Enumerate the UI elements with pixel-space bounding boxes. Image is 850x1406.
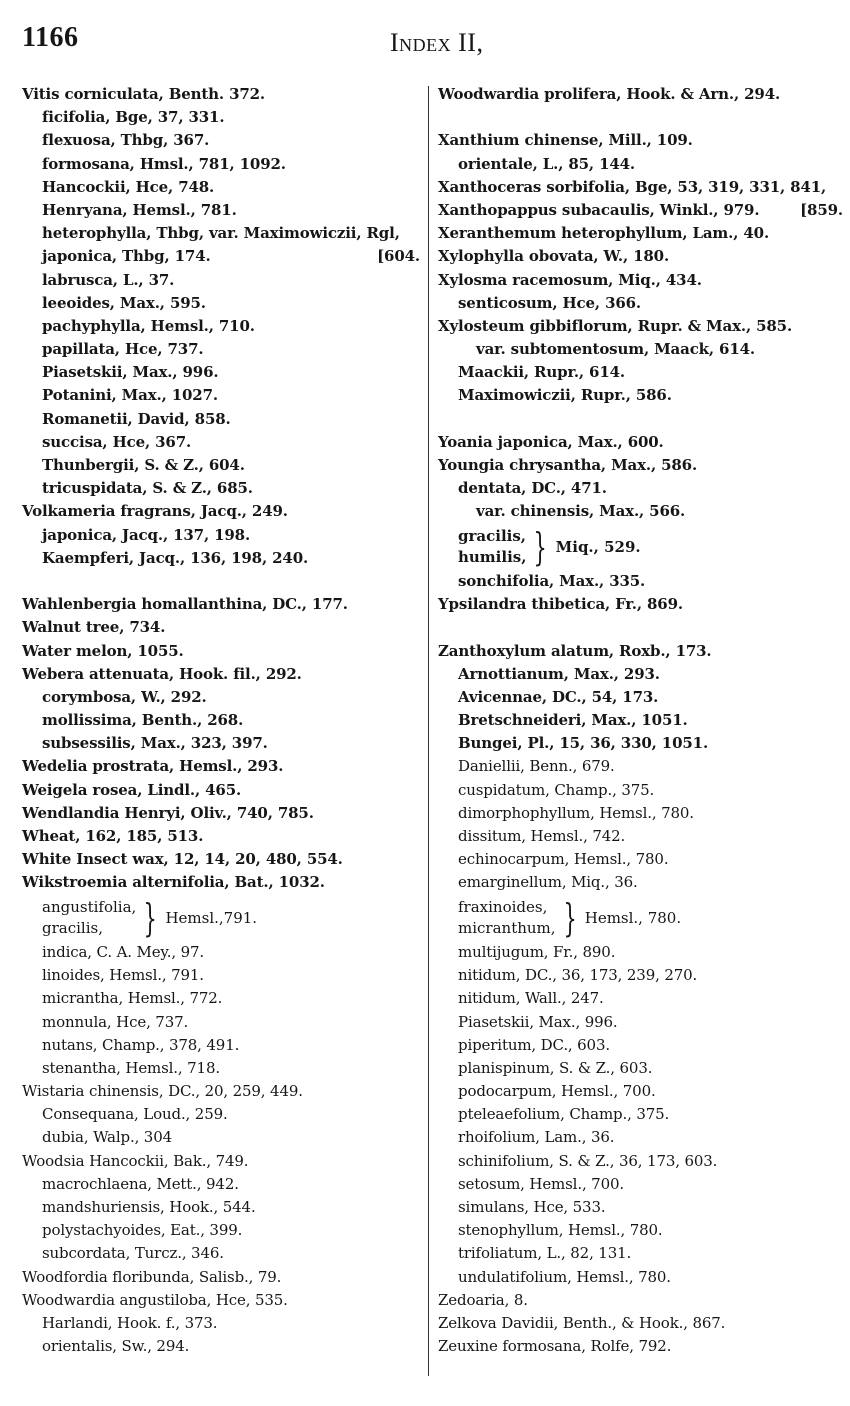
entry-text: Avicennae, DC., 54, 173.: [458, 687, 659, 706]
entry-text: papillata, Hce, 737.: [42, 340, 204, 359]
entry-text: mollissima, Benth., 268.: [42, 711, 244, 730]
index-entry: [22, 593, 420, 616]
entry-text: Xylosma racemosum, Miq., 434.: [438, 270, 702, 289]
index-entry: [22, 825, 420, 848]
index-subentry: [22, 129, 420, 152]
entry-text: corymbosa, W., 292.: [42, 687, 207, 706]
group-species-name: angustifolia,: [42, 897, 137, 916]
index-entry: [22, 1150, 420, 1173]
index-entry: [22, 83, 420, 106]
index-subentry: [22, 477, 420, 500]
index-subentry: [438, 848, 843, 871]
entry-text: dissitum, Hemsl., 742.: [458, 827, 626, 846]
index-entry: [438, 454, 843, 477]
entry-text: subsessilis, Max., 323, 397.: [42, 734, 268, 753]
entry-text: Bungei, Pl., 15, 36, 330, 1051.: [458, 734, 709, 753]
index-entry: [438, 269, 843, 292]
index-subentry: [22, 454, 420, 477]
index-entry: [22, 640, 420, 663]
entry-text: Volkameria fragrans, Jacq., 249.: [22, 502, 288, 521]
index-subentry: [438, 663, 843, 686]
index-subentry: [438, 1173, 843, 1196]
index-subentry: [22, 245, 420, 268]
entry-text: Woodwardia angustiloba, Hce, 535.: [22, 1290, 288, 1309]
index-subentry: [22, 686, 420, 709]
index-subentry: [438, 964, 843, 987]
index-subentry: [22, 1242, 420, 1265]
entry-text: Zelkova Davidii, Benth., & Hook., 867.: [438, 1313, 726, 1332]
entry-text: indica, C. A. Mey., 97.: [42, 942, 205, 961]
entry-text: Wheat, 162, 185, 513.: [22, 827, 204, 845]
index-entry: [438, 129, 843, 152]
entry-text: Piasetskii, Max., 996.: [458, 1012, 618, 1031]
index-subentry: [438, 1057, 843, 1080]
entry-text: macrochlaena, Mett., 942.: [42, 1174, 239, 1193]
index-subentry: [438, 1034, 843, 1057]
group-author-reference: Hemsl., 780.: [584, 908, 682, 927]
section-spacer: [438, 408, 843, 431]
index-entry: [22, 755, 420, 778]
index-entry: [22, 500, 420, 523]
entry-text: linoides, Hemsl., 791.: [42, 966, 204, 985]
entry-text: Webera attenuata, Hook. fil., 292.: [22, 664, 302, 683]
brace-glyph: }: [562, 895, 577, 940]
index-subentry: [22, 1126, 420, 1149]
column-divider: [428, 86, 429, 1376]
index-entry: [438, 176, 843, 199]
entry-text: Xanthoceras sorbifolia, Bge, 53, 319, 331, 841,: [438, 177, 827, 196]
index-subentry: [22, 964, 420, 987]
entry-text: leeoides, Max., 595.: [42, 293, 206, 312]
index-subentry: [438, 825, 843, 848]
index-subentry: [438, 1103, 843, 1126]
group-author-reference: Miq., 529.: [555, 537, 641, 556]
index-subentry: [22, 361, 420, 384]
entry-text: undulatifolium, Hemsl., 780.: [458, 1267, 671, 1286]
index-subentry: [438, 779, 843, 802]
entry-text: pachyphylla, Hemsl., 710.: [42, 316, 255, 335]
entry-text: simulans, Hce, 533.: [458, 1198, 606, 1217]
index-subentry: [438, 755, 843, 778]
index-column-left: [22, 83, 420, 1358]
entry-text: multijugum, Fr., 890.: [458, 942, 616, 961]
index-entry: [438, 1335, 843, 1358]
entry-text: piperitum, DC., 603.: [458, 1035, 610, 1054]
entry-text: micrantha, Hemsl., 772.: [42, 989, 223, 1008]
index-entry: [22, 1266, 420, 1289]
index-subentry: [438, 1150, 843, 1173]
index-subentry: [438, 384, 843, 407]
entry-text: Piasetskii, Max., 996.: [42, 363, 219, 382]
index-entry-group: [22, 895, 420, 941]
entry-text: Water melon, 1055.: [22, 641, 184, 660]
entry-text: emarginellum, Miq., 36.: [458, 873, 638, 892]
entry-text: stenophyllum, Hemsl., 780.: [458, 1221, 663, 1240]
index-subentry: [22, 547, 420, 570]
index-entry: [22, 663, 420, 686]
entry-text: japonica, Thbg, 174.: [42, 247, 211, 266]
entry-text: dubia, Walp., 304: [42, 1128, 172, 1147]
entry-text: tricuspidata, S. & Z., 685.: [42, 479, 253, 498]
entry-text: Arnottianum, Max., 293.: [458, 664, 660, 683]
brace-glyph: }: [533, 524, 548, 569]
entry-text: podocarpum, Hemsl., 700.: [458, 1082, 656, 1101]
entry-text: Zedoaria, 8.: [438, 1290, 528, 1309]
index-subentry: [438, 361, 843, 384]
index-subentry: [438, 1219, 843, 1242]
index-entry: [22, 848, 420, 871]
entry-text: cuspidatum, Champ., 375.: [458, 780, 655, 799]
entry-text: Vitis corniculata, Benth. 372.: [22, 85, 266, 103]
index-entry: [438, 640, 843, 663]
entry-text: Zeuxine formosana, Rolfe, 792.: [438, 1337, 672, 1356]
group-species-name: humilis,: [458, 547, 527, 566]
index-subentry: [438, 871, 843, 894]
index-entry: [22, 779, 420, 802]
index-subentry: [22, 1034, 420, 1057]
index-subentry: [22, 1173, 420, 1196]
index-subentry: [22, 1196, 420, 1219]
entry-text: orientalis, Sw., 294.: [42, 1337, 190, 1356]
entry-text: pteleaefolium, Champ., 375.: [458, 1105, 670, 1124]
entry-text: Yoania japonica, Max., 600.: [438, 432, 664, 451]
entry-text: rhoifolium, Lam., 36.: [458, 1128, 615, 1147]
continuation-page-ref: [859.: [800, 200, 843, 219]
index-subentry: [22, 709, 420, 732]
index-subentry: [438, 153, 843, 176]
entry-text: Woodwardia prolifera, Hook. & Arn., 294.: [438, 85, 781, 103]
entry-text: Wikstroemia alternifolia, Bat., 1032.: [22, 873, 325, 892]
entry-text: Harlandi, Hook. f., 373.: [42, 1313, 218, 1332]
entry-text: stenantha, Hemsl., 718.: [42, 1058, 220, 1077]
entry-text: nutans, Champ., 378, 491.: [42, 1035, 240, 1054]
entry-text: Xeranthemum heterophyllum, Lam., 40.: [438, 224, 770, 243]
entry-text: succisa, Hce, 367.: [42, 432, 192, 451]
entry-text: Woodfordia floribunda, Salisb., 79.: [22, 1267, 282, 1286]
entry-text: Woodsia Hancockii, Bak., 749.: [22, 1151, 249, 1170]
entry-text: Xanthopappus subacaulis, Winkl., 979.: [438, 200, 760, 219]
index-subentry: [438, 709, 843, 732]
entry-text: planispinum, S. & Z., 603.: [458, 1058, 653, 1077]
index-entry: [438, 199, 843, 222]
continuation-page-ref: [604.: [377, 247, 420, 266]
index-subentry: [438, 1011, 843, 1034]
index-subentry: [438, 500, 843, 523]
page-number: 1166: [22, 22, 79, 53]
index-entry: [22, 802, 420, 825]
entry-text: sonchifolia, Max., 335.: [458, 571, 646, 590]
entry-text: mandshuriensis, Hook., 544.: [42, 1198, 256, 1217]
index-subentry: [22, 987, 420, 1010]
index-subentry: [22, 315, 420, 338]
entry-text: orientale, L., 85, 144.: [458, 154, 636, 173]
group-author-reference: Hemsl.,791.: [165, 908, 258, 927]
index-subentry: [22, 941, 420, 964]
section-spacer: [438, 106, 843, 129]
index-entry: [438, 1312, 843, 1335]
entry-text: schinifolium, S. & Z., 36, 173, 603.: [458, 1151, 718, 1170]
entry-text: heterophylla, Thbg, var. Maximowiczii, Rgl,: [42, 224, 400, 243]
index-subentry: [438, 477, 843, 500]
index-subentry: [438, 987, 843, 1010]
index-subentry: [438, 1196, 843, 1219]
section-spacer: [438, 616, 843, 639]
entry-text: echinocarpum, Hemsl., 780.: [458, 850, 669, 869]
entry-text: Daniellii, Benn., 679.: [458, 757, 615, 776]
entry-text: Hancockii, Hce, 748.: [42, 177, 215, 196]
index-entry: [438, 245, 843, 268]
entry-text: Bretschneideri, Max., 1051.: [458, 711, 688, 730]
entry-text: nitidum, DC., 36, 173, 239, 270.: [458, 966, 698, 985]
entry-text: Maximowiczii, Rupr., 586.: [458, 386, 672, 405]
entry-text: subcordata, Turcz., 346.: [42, 1244, 224, 1263]
entry-text: var. subtomentosum, Maack, 614.: [476, 340, 755, 359]
entry-text: var. chinensis, Max., 566.: [476, 502, 686, 521]
entry-text: Zanthoxylum alatum, Roxb., 173.: [438, 641, 712, 660]
entry-text: dentata, DC., 471.: [458, 479, 607, 498]
entry-text: Kaempferi, Jacq., 136, 198, 240.: [42, 548, 309, 567]
entry-text: japonica, Jacq., 137, 198.: [42, 525, 251, 544]
entry-text: formosana, Hmsl., 781, 1092.: [42, 154, 286, 173]
index-entry: [22, 871, 420, 894]
entry-text: flexuosa, Thbg, 367.: [42, 131, 210, 150]
group-species-name: gracilis,: [42, 918, 103, 937]
index-subentry: [438, 292, 843, 315]
index-subentry: [22, 732, 420, 755]
index-subentry: [438, 686, 843, 709]
entry-text: Wahlenbergia homallanthina, DC., 177.: [22, 595, 348, 614]
entry-text: Wendlandia Henryi, Oliv., 740, 785.: [22, 803, 314, 822]
index-subentry: [22, 106, 420, 129]
index-subentry: [438, 338, 843, 361]
index-subentry: [22, 408, 420, 431]
entry-text: monnula, Hce, 737.: [42, 1012, 189, 1031]
index-subentry: [22, 1057, 420, 1080]
index-entry: [438, 222, 843, 245]
index-subentry: [22, 1103, 420, 1126]
index-subentry: [22, 222, 420, 245]
entry-text: Consequana, Loud., 259.: [42, 1105, 228, 1124]
index-subentry: [22, 524, 420, 547]
entry-text: polystachyoides, Eat., 399.: [42, 1221, 243, 1240]
entry-text: White Insect wax, 12, 14, 20, 480, 554.: [22, 850, 343, 869]
entry-text: nitidum, Wall., 247.: [458, 989, 604, 1008]
index-subentry: [438, 570, 843, 593]
brace-glyph: }: [143, 895, 158, 940]
index-subentry: [22, 1312, 420, 1335]
index-entry: [22, 616, 420, 639]
entry-text: Ypsilandra thibetica, Fr., 869.: [438, 595, 683, 614]
entry-text: Romanetii, David, 858.: [42, 409, 231, 428]
entry-text: Wistaria chinensis, DC., 20, 259, 449.: [22, 1082, 303, 1101]
entry-text: Potanini, Max., 1027.: [42, 386, 218, 405]
entry-text: Wedelia prostrata, Hemsl., 293.: [22, 757, 284, 776]
index-entry-group: [438, 895, 843, 941]
index-subentry: [438, 732, 843, 755]
index-subentry: [22, 1219, 420, 1242]
index-subentry: [22, 292, 420, 315]
index-subentry: [22, 269, 420, 292]
entry-text: trifoliatum, L., 82, 131.: [458, 1244, 632, 1263]
index-subentry: [22, 153, 420, 176]
index-entry: [438, 593, 843, 616]
index-column-right: [438, 83, 843, 1358]
index-subentry: [22, 384, 420, 407]
index-subentry: [438, 802, 843, 825]
index-entry: [438, 1289, 843, 1312]
index-subentry: [22, 1335, 420, 1358]
page-title: Index II,: [390, 28, 484, 57]
group-species-name: gracilis,: [458, 526, 527, 545]
index-entry: [22, 1080, 420, 1103]
index-subentry: [438, 941, 843, 964]
entry-text: Xylophylla obovata, W., 180.: [438, 247, 670, 266]
entry-text: dimorphophyllum, Hemsl., 780.: [458, 803, 694, 822]
entry-text: Thunbergii, S. & Z., 604.: [42, 456, 245, 474]
index-entry: [22, 1289, 420, 1312]
index-subentry: [438, 1242, 843, 1265]
index-subentry: [22, 338, 420, 361]
entry-text: Walnut tree, 734.: [22, 618, 166, 637]
entry-text: Xylosteum gibbiflorum, Rupr. & Max., 585.: [438, 316, 793, 335]
group-species-name: micranthum,: [458, 918, 556, 937]
entry-text: Xanthium chinense, Mill., 109.: [438, 131, 693, 150]
index-entry-group: [438, 524, 843, 570]
index-subentry: [22, 431, 420, 454]
entry-text: Weigela rosea, Lindl., 465.: [22, 780, 242, 799]
entry-text: Maackii, Rupr., 614.: [458, 363, 625, 382]
index-subentry: [438, 1266, 843, 1289]
entry-text: ficifolia, Bge, 37, 331.: [42, 108, 225, 127]
group-species-name: fraxinoides,: [458, 897, 548, 916]
index-entry: [438, 83, 843, 106]
index-subentry: [22, 199, 420, 222]
index-entry: [438, 315, 843, 338]
index-subentry: [438, 1126, 843, 1149]
entry-text: setosum, Hemsl., 700.: [458, 1174, 624, 1193]
section-spacer: [22, 570, 420, 593]
index-subentry: [22, 1011, 420, 1034]
entry-text: Youngia chrysantha, Max., 586.: [438, 456, 698, 474]
entry-text: senticosum, Hce, 366.: [458, 293, 642, 312]
entry-text: labrusca, L., 37.: [42, 270, 175, 289]
index-entry: [438, 431, 843, 454]
index-subentry: [22, 176, 420, 199]
index-subentry: [438, 1080, 843, 1103]
entry-text: Henryana, Hemsl., 781.: [42, 200, 237, 219]
